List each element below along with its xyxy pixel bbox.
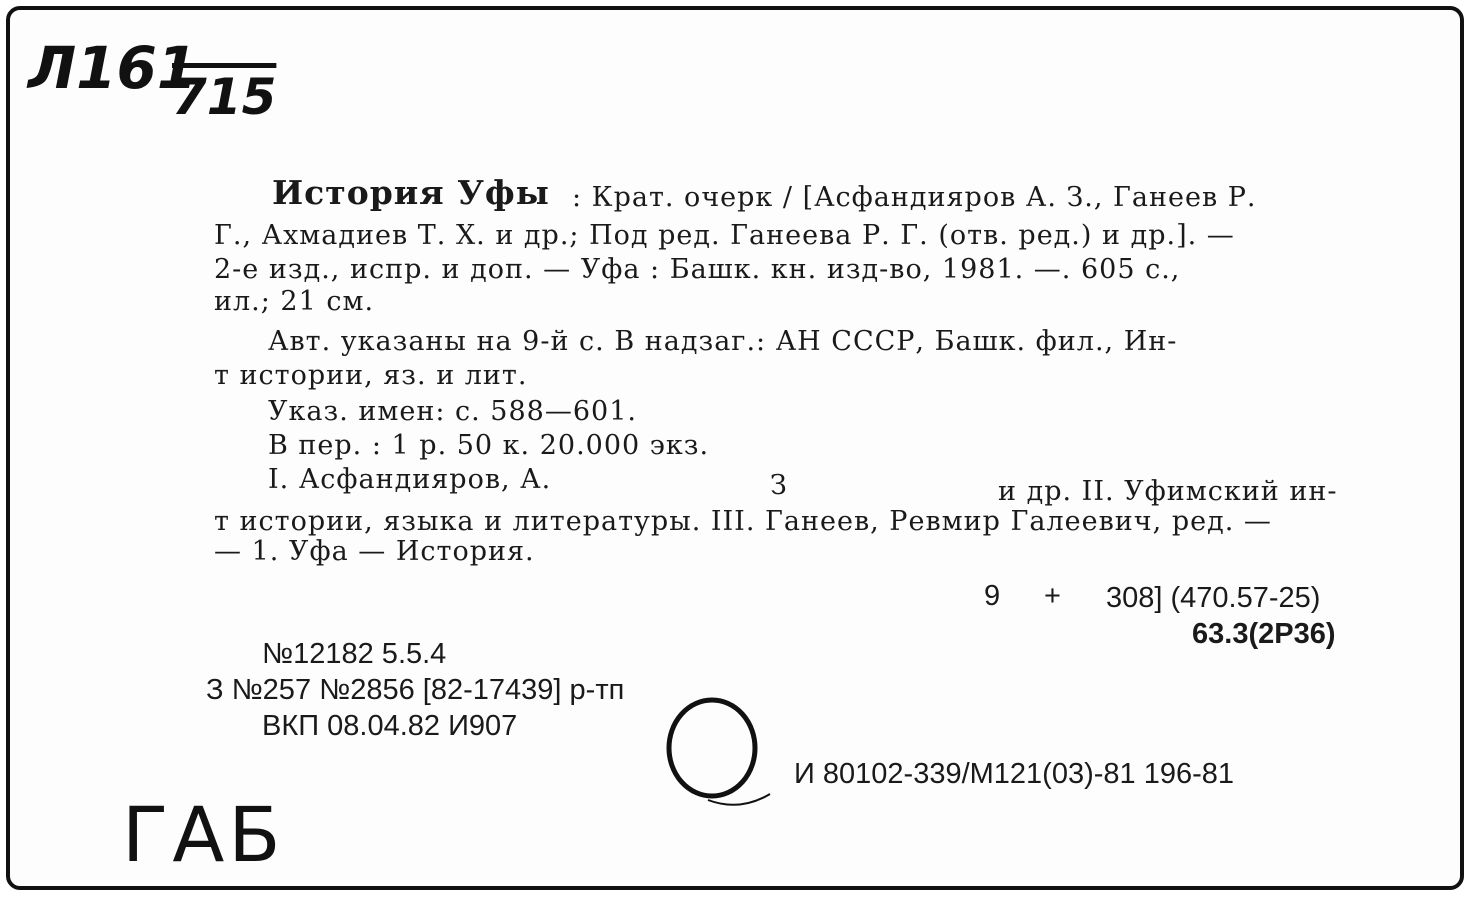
order-number: №12182 5.5.4: [262, 638, 447, 670]
handwritten-bottom-mark: ГАБ: [122, 790, 285, 879]
class-code-c: 308] (470.57-25): [1106, 582, 1321, 614]
circle-stamp: [660, 694, 780, 824]
note-line-3: Указ. имен: с. 588—601.: [268, 396, 637, 427]
handwritten-number: 715: [172, 68, 277, 126]
class-code-line-2: 63.3(2Р36): [1192, 618, 1336, 650]
tracing-line-3: — 1. Уфа — История.: [214, 536, 535, 567]
class-code-a: 9: [984, 580, 1001, 612]
tracing-line-1b: З: [770, 470, 788, 501]
tracing-line-1c: и др. II. Уфимский ин-: [998, 476, 1338, 507]
tracing-line-2: т истории, языка и литературы. III. Ганеев, Ревмир Галеевич, ред. —: [214, 506, 1272, 537]
entry-line-3: 2-е изд., испр. и доп. — Уфа : Башк. кн. изд-во, 1981. —. 605 с.,: [214, 254, 1181, 285]
handwritten-shelf-mark: Л161: [28, 34, 198, 102]
publication-codes: З №257 №2856 [82-17439] р-тп: [206, 674, 625, 706]
book-title: История Уфы: [272, 173, 550, 212]
note-line-2: т истории, яз. и лит.: [214, 360, 528, 391]
entry-line-2: Г., Ахмадиев Т. Х. и др.; Под ред. Ганеева Р. Г. (отв. ред.) и др.]. —: [214, 220, 1235, 251]
note-line-1: Авт. указаны на 9-й с. В надзаг.: АН СССР, Башк. фил., Ин-: [268, 326, 1178, 357]
index-line: И 80102-339/М121(03)-81 196-81: [794, 758, 1235, 790]
entry-line-4: ил.; 21 см.: [214, 286, 375, 317]
note-line-4: В пер. : 1 р. 50 к. 20.000 экз.: [268, 430, 710, 461]
entry-line-1: : Крат. очерк / [Асфандияров А. З., Ганеев Р.: [572, 182, 1257, 213]
vkp-line: ВКП 08.04.82 И907: [262, 710, 518, 742]
class-code-b: +: [1044, 580, 1061, 612]
tracing-line-1a: I. Асфандияров, А.: [268, 464, 552, 495]
